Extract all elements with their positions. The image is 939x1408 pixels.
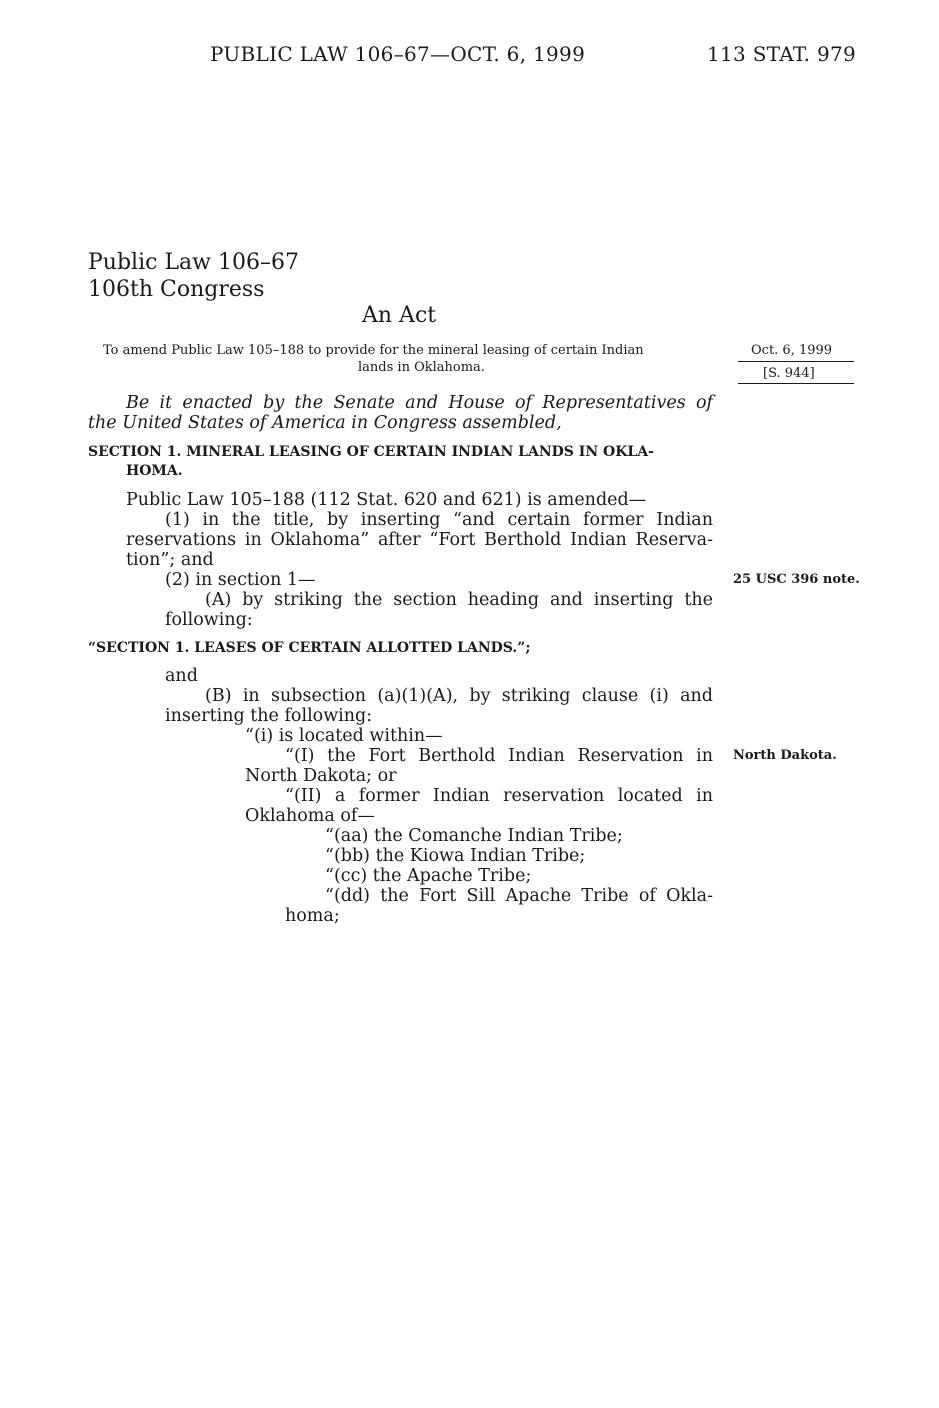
section-1-heading-line-1: SECTION 1. MINERAL LEASING OF CERTAIN INDIAN LANDS IN OKLA- (88, 444, 654, 460)
usc-margin-note: 25 USC 396 note. (733, 572, 860, 587)
section-1-line: (1) in the title, by inserting “and certain former Indian (165, 510, 713, 530)
continuation-line: “(II) a former Indian reservation located in (285, 786, 713, 806)
inserted-section-heading: “SECTION 1. LEASES OF CERTAIN ALLOTTED LANDS.”; (88, 640, 531, 656)
continuation-line: homa; (285, 906, 340, 926)
enactment-date: Oct. 6, 1999 (751, 343, 833, 358)
congress-number: 106th Congress (88, 277, 265, 302)
continuation-line: “(I) the Fort Berthold Indian Reservation in (285, 746, 713, 766)
purpose-line-1: To amend Public Law 105–188 to provide for the mineral leasing of certain Indian (103, 343, 644, 358)
continuation-line: and (165, 666, 198, 686)
bill-number: [S. 944] (763, 366, 815, 381)
enacting-clause-line-1: Be it enacted by the Senate and House of Representatives of (126, 393, 713, 413)
section-1-line: (A) by striking the section heading and inserting the (205, 590, 713, 610)
section-1-line: (2) in section 1— (165, 570, 316, 590)
continuation-line: “(dd) the Fort Sill Apache Tribe of Okla- (325, 886, 713, 906)
margin-rule (738, 361, 854, 362)
continuation-line: inserting the following: (165, 706, 373, 726)
continuation-line: “(cc) the Apache Tribe; (325, 866, 532, 886)
stat-page-number: 113 STAT. 979 (707, 42, 857, 66)
section-1-line: tion”; and (126, 550, 214, 570)
section-1-line: Public Law 105–188 (112 Stat. 620 and 621) is amended— (126, 490, 647, 510)
continuation-line: “(aa) the Comanche Indian Tribe; (325, 826, 623, 846)
continuation-line: “(i) is located within— (245, 726, 443, 746)
public-law-number: Public Law 106–67 (88, 250, 299, 275)
act-heading: An Act (362, 303, 437, 328)
continuation-line: (B) in subsection (a)(1)(A), by striking clause (i) and (205, 686, 713, 706)
enacting-clause-line-2: the United States of America in Congress assembled, (88, 413, 562, 433)
section-1-line: reservations in Oklahoma” after “Fort Berthold Indian Reserva- (126, 530, 713, 550)
continuation-line: North Dakota; or (245, 766, 397, 786)
running-title: PUBLIC LAW 106–67—OCT. 6, 1999 (210, 42, 586, 66)
section-1-line: following: (165, 610, 253, 630)
state-margin-note: North Dakota. (733, 748, 837, 763)
continuation-line: Oklahoma of— (245, 806, 375, 826)
purpose-line-2: lands in Oklahoma. (358, 360, 485, 375)
section-1-heading-line-2: HOMA. (126, 463, 183, 479)
margin-rule-lower (738, 383, 854, 384)
continuation-line: “(bb) the Kiowa Indian Tribe; (325, 846, 586, 866)
